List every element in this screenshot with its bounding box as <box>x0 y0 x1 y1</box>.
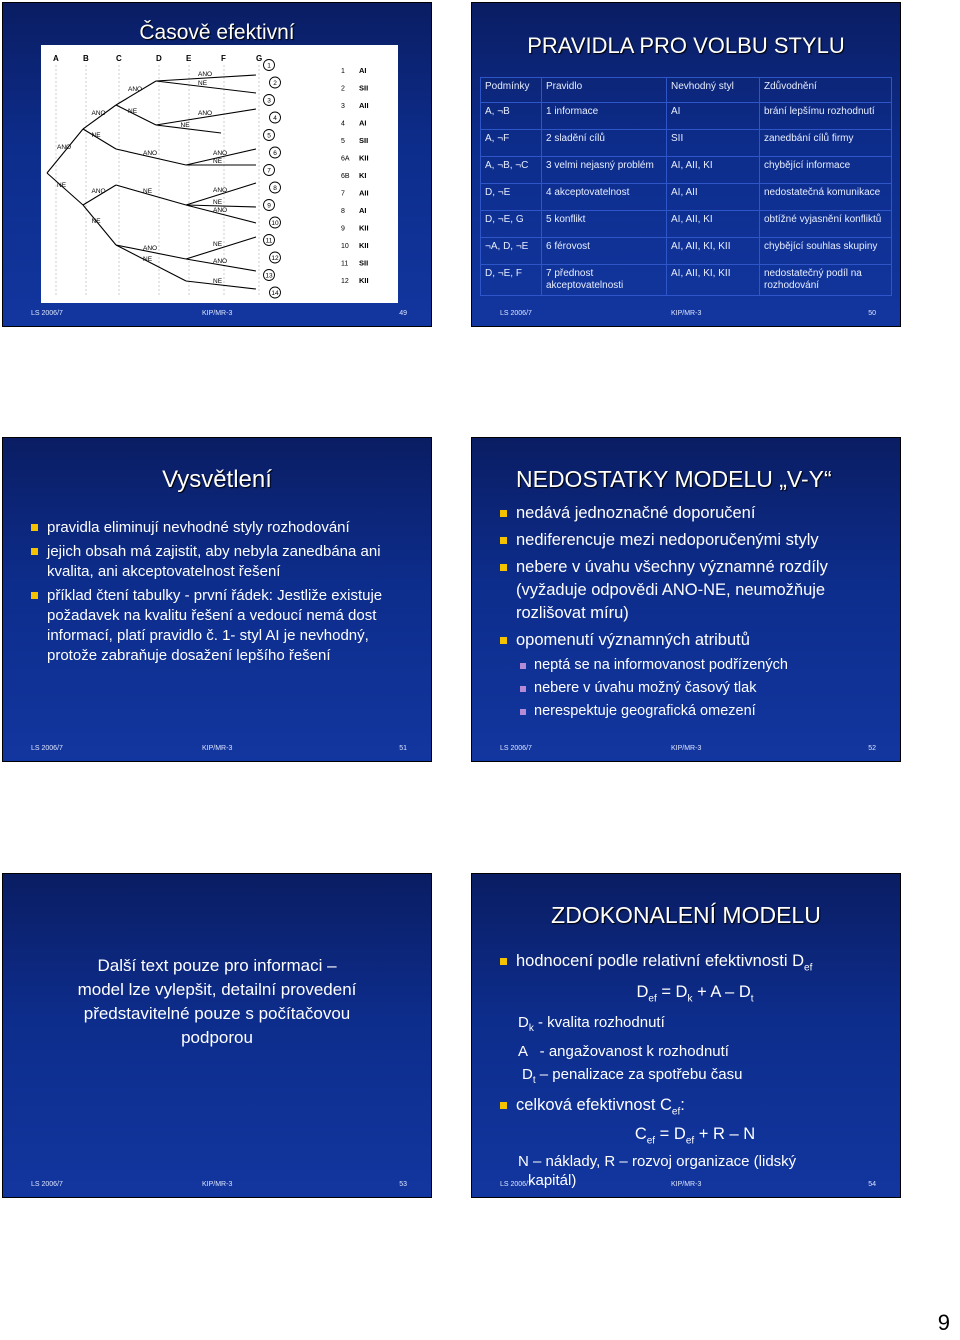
footer-course: KIP/MR-3 <box>202 745 233 752</box>
formula-part: D <box>636 983 649 1002</box>
bullet-square-icon <box>500 537 507 544</box>
list-item <box>500 950 890 979</box>
footer-slide-number: 54 <box>868 1181 876 1188</box>
outcome-number: 1 <box>341 68 345 75</box>
branch-label: ANO <box>143 245 158 252</box>
formula-total <box>500 1123 890 1152</box>
bullet-square-icon <box>500 510 507 517</box>
bullet-text: celková efektivnost C <box>516 1095 672 1114</box>
cell-unsuitable-style: AI, AII, KI, KII <box>667 238 760 265</box>
circled-number: 12 <box>271 255 279 262</box>
cell-unsuitable-style: SII <box>667 130 760 157</box>
definition-text: – penalizace za spotřebu času <box>535 1065 743 1083</box>
outcome-number: 2 <box>341 85 345 93</box>
circled-number: 3 <box>267 97 271 105</box>
cell-reason: nedostatečná komunikace <box>760 184 892 211</box>
outcome-style: AII <box>359 188 369 198</box>
branch-label: ANO <box>143 150 158 157</box>
circled-number: 4 <box>273 115 277 122</box>
info-text <box>3 954 431 1050</box>
bullet-text: příklad čtení tabulky - první řádek: Jestliže existuje požadavek na kvalitu řešení a vedoucí nemá dost informací, platí pravidlo č. 1- styl AI je nevhodný, protože zabraňuje dosažení lepšího řešení <box>47 587 383 664</box>
footer-course: KIP/MR-3 <box>671 745 702 752</box>
branch-label: ANO <box>198 110 213 117</box>
slide-footer <box>3 308 431 322</box>
slide-53 <box>2 873 432 1198</box>
tree-branch <box>47 173 83 205</box>
cell-conditions: D, ¬E <box>481 184 542 211</box>
footer-slide-number: 49 <box>399 310 407 317</box>
subscript: k <box>528 1022 534 1034</box>
branch-label: NE <box>180 122 190 129</box>
bullet-list <box>31 518 416 666</box>
branch-label: NE <box>128 108 138 115</box>
formula-part: + R – N <box>694 1124 756 1143</box>
table-body <box>481 103 892 296</box>
page-number: 9 <box>937 1310 950 1335</box>
outcome-style: KII <box>359 153 369 163</box>
definition-line <box>500 1011 890 1040</box>
outcome-number: 5 <box>341 138 345 145</box>
slide-49 <box>2 2 432 327</box>
branch-label: NE <box>213 158 223 165</box>
sub-bullet-text: nebere v úvahu možný časový tlak <box>534 680 757 696</box>
sub-bullet-square-icon <box>520 686 526 692</box>
sub-bullet-square-icon <box>520 663 526 669</box>
formula-part: = D <box>655 1124 686 1143</box>
table-row <box>481 184 892 211</box>
sub-list-item <box>500 677 890 700</box>
cell-reason: chybějící souhlas skupiny <box>760 238 892 265</box>
cell-rule: 4 akceptovatelnost <box>542 184 667 211</box>
slide-title: Vysvětlení <box>162 466 272 493</box>
bullet-square-icon <box>31 592 38 599</box>
outcome-number: 11 <box>341 260 349 268</box>
definition-text: - kvalita rozhodnutí <box>533 1013 665 1031</box>
footer-slide-number: 52 <box>868 745 876 752</box>
slide-footer <box>3 743 431 757</box>
bullet-list <box>500 950 890 1190</box>
table-row <box>481 238 892 265</box>
cell-conditions: ¬A, D, ¬E <box>481 238 542 265</box>
footer-slide-number: 51 <box>399 745 407 752</box>
subscript: ef <box>671 1105 681 1117</box>
outcome-number: 3 <box>341 103 345 110</box>
branch-label: ANO <box>91 188 106 195</box>
header-conditions: Podmínky <box>481 78 542 103</box>
bullet-list <box>500 502 890 723</box>
footer-term: LS 2006/7 <box>31 1181 63 1188</box>
outcome-number: 6B <box>341 173 350 180</box>
bullet-square-icon <box>500 637 507 644</box>
cell-reason: obtížné vyjasnění konfliktů <box>760 211 892 238</box>
slide-footer <box>472 743 900 757</box>
subscript: t <box>532 1074 536 1086</box>
branch-label: ANO <box>213 150 228 157</box>
cell-reason: zanedbání cílů firmy <box>760 130 892 157</box>
outcome-style: AII <box>359 101 369 110</box>
circled-number: 10 <box>271 220 279 227</box>
list-item <box>500 629 890 652</box>
table-row <box>481 211 892 238</box>
formula-part: + A – D <box>692 983 751 1002</box>
info-text-line: podporou <box>181 1028 253 1047</box>
header-unsuitable-style: Nevhodný styl <box>667 78 760 103</box>
branch-label: NE <box>213 199 223 206</box>
cell-reason: chybějící informace <box>760 157 892 184</box>
column-label: A <box>53 54 59 63</box>
cell-rule: 5 konflikt <box>542 211 667 238</box>
slide-footer <box>472 1179 900 1193</box>
bullet-text: pravidla eliminují nevhodné styly rozhodování <box>47 519 350 536</box>
list-item <box>31 518 416 538</box>
formula-part: = D <box>656 983 688 1002</box>
definition-line <box>500 1063 890 1092</box>
outcome-number: 12 <box>341 278 349 285</box>
list-item <box>500 529 890 552</box>
circled-number: 8 <box>273 185 277 192</box>
subscript: ef <box>804 962 813 974</box>
bullet-square-icon <box>500 564 507 571</box>
sub-bullet-square-icon <box>520 709 526 715</box>
circled-number: 6 <box>273 150 277 157</box>
circled-number: 1 <box>267 62 271 70</box>
bullet-square-icon <box>500 958 507 965</box>
subscript: k <box>687 993 693 1005</box>
branch-label: NE <box>143 188 153 195</box>
sub-bullet-text: neptá se na informovanost podřízených <box>534 657 788 673</box>
list-item <box>31 542 416 582</box>
branch-label: ANO <box>213 258 228 265</box>
outcome-number: 7 <box>341 190 345 198</box>
branch-label: ANO <box>57 144 72 151</box>
column-label: E <box>186 54 192 63</box>
branch-label: NE <box>213 278 223 285</box>
subscript: ef <box>648 993 657 1005</box>
definition-line: A - angažovanost k rozhodnutí <box>518 1042 729 1060</box>
circled-number: 2 <box>273 80 277 87</box>
tree-branch <box>83 205 116 245</box>
footer-course: KIP/MR-3 <box>671 1181 702 1188</box>
outcome-number: 10 <box>341 243 349 250</box>
cell-conditions: A, ¬B <box>481 103 542 130</box>
sub-bullet-text: nerespektuje geografická omezení <box>534 703 756 719</box>
header-rule: Pravidlo <box>542 78 667 103</box>
branch-label: ANO <box>213 207 228 214</box>
circled-number: 13 <box>265 272 273 280</box>
outcome-number: 6A <box>341 155 350 163</box>
outcome-style: AI <box>359 118 367 128</box>
outcome-style: SII <box>359 83 369 93</box>
slide-footer <box>3 1179 431 1193</box>
footer-course: KIP/MR-3 <box>202 1181 233 1188</box>
info-text-line: představitelné pouze s počítačovou <box>83 1004 351 1023</box>
formula-part: C <box>634 1124 647 1143</box>
table-header-row <box>481 78 892 103</box>
branch-label: ANO <box>198 71 213 78</box>
cell-unsuitable-style: AI, AII, KI, KII <box>667 265 760 296</box>
footer-slide-number: 53 <box>399 1181 407 1188</box>
definition-text: N – náklady, R – rozvoj organizace (lidský <box>518 1153 797 1171</box>
slide-title: NEDOSTATKY MODELU „V-Y“ <box>516 466 832 492</box>
circled-number: 9 <box>267 202 271 210</box>
formula-relative <box>500 981 890 1010</box>
branch-label: NE <box>143 256 153 263</box>
footer-term: LS 2006/7 <box>500 1181 532 1188</box>
cell-conditions: A, ¬F <box>481 130 542 157</box>
subscript: t <box>750 993 754 1005</box>
outcome-style: KII <box>359 241 369 250</box>
column-label: C <box>116 54 122 63</box>
info-text-line: model lze vylepšit, detailní provedení <box>77 980 357 999</box>
table-row <box>481 103 892 130</box>
cell-conditions: D, ¬E, G <box>481 211 542 238</box>
column-label: G <box>256 54 263 63</box>
outcome-style: AI <box>359 206 367 215</box>
branch-label: NE <box>91 218 101 225</box>
cell-conditions: D, ¬E, F <box>481 265 542 296</box>
bullet-text: hodnocení podle relativní efektivnosti D <box>516 952 805 970</box>
cell-rule: 6 férovost <box>542 238 667 265</box>
subscript: ef <box>646 1135 656 1147</box>
tree-branch <box>116 81 156 105</box>
slide-52 <box>471 437 901 762</box>
decision-tree-diagram <box>41 45 398 303</box>
cell-unsuitable-style: AI <box>667 103 760 130</box>
bullet-text: opomenutí významných atributů <box>516 631 750 649</box>
table-row <box>481 130 892 157</box>
branch-label: ANO <box>91 110 106 117</box>
bullet-square-icon <box>500 1102 507 1109</box>
outcome-style: KII <box>359 276 369 285</box>
outcome-number: 9 <box>341 225 345 233</box>
outcome-style: SII <box>359 258 369 268</box>
branch-label: NE <box>213 241 223 248</box>
sub-list-item <box>500 654 890 677</box>
cell-rule: 1 informace <box>542 103 667 130</box>
table-row <box>481 157 892 184</box>
outcome-style: AI <box>359 66 367 75</box>
list-item <box>500 1094 890 1123</box>
bullet-text: jejich obsah má zajistit, aby nebyla zanedbána ani kvalita, ani akceptovatelnost řešení <box>47 543 381 580</box>
rules-table <box>480 77 892 296</box>
footer-term: LS 2006/7 <box>31 745 63 752</box>
slide-51 <box>2 437 432 762</box>
subscript: ef <box>685 1135 695 1147</box>
footer-course: KIP/MR-3 <box>202 310 233 317</box>
circled-number: 7 <box>267 167 271 175</box>
header-reason: Zdůvodnění <box>760 78 892 103</box>
cell-rule: 7 přednost akceptovatelnosti <box>542 265 667 296</box>
definition-text: kapitál) <box>528 1172 577 1190</box>
cell-reason: nedostatečný podíl na rozhodování <box>760 265 892 296</box>
circled-number: 14 <box>271 290 279 297</box>
cell-conditions: A, ¬B, ¬C <box>481 157 542 184</box>
tree-branch <box>47 129 83 173</box>
tree-branch <box>83 105 116 129</box>
slide-title: Časově efektivní <box>139 21 295 44</box>
outcome-style: KI <box>359 171 367 180</box>
outcome-style: SII <box>359 136 369 145</box>
slide-title: ZDOKONALENÍ MODELU <box>551 902 821 928</box>
info-text-line: Další text pouze pro informaci – <box>97 956 337 975</box>
list-item <box>500 502 890 525</box>
decision-tree-svg <box>41 45 398 303</box>
cell-reason: brání lepšímu rozhodnutí <box>760 103 892 130</box>
slide-footer <box>472 308 900 322</box>
circled-number: 5 <box>267 132 271 140</box>
branch-label: NE <box>57 182 67 189</box>
slide-50 <box>471 2 901 327</box>
bullet-text: nebere v úvahu všechny významné rozdíly (vyžaduje odpovědi ANO-NE, neumožňuje rozlišovat míru) <box>516 558 828 622</box>
cell-unsuitable-style: AI, AII, KI <box>667 211 760 238</box>
outcome-number: 8 <box>341 208 345 215</box>
branch-label: NE <box>91 132 101 139</box>
bullet-text: nedává jednoznačné doporučení <box>516 504 756 522</box>
footer-term: LS 2006/7 <box>500 310 532 317</box>
table-row <box>481 265 892 296</box>
cell-rule: 3 velmi nejasný problém <box>542 157 667 184</box>
cell-unsuitable-style: AI, AII <box>667 184 760 211</box>
branch-label: ANO <box>128 86 143 93</box>
definition-symbol: D <box>522 1065 533 1083</box>
footer-course: KIP/MR-3 <box>671 310 702 317</box>
circled-number: 11 <box>265 237 273 245</box>
bullet-square-icon <box>31 524 38 531</box>
bullet-text: : <box>680 1095 685 1114</box>
slide-title: PRAVIDLA PRO VOLBU STYLU <box>527 33 845 58</box>
list-item <box>500 556 890 625</box>
cell-rule: 2 sladění cílů <box>542 130 667 157</box>
bullet-square-icon <box>31 548 38 555</box>
bullet-text: nediferencuje mezi nedoporučenými styly <box>516 531 819 549</box>
slide-54 <box>471 873 901 1198</box>
footer-slide-number: 50 <box>868 310 876 317</box>
branch-label: NE <box>198 80 208 87</box>
cell-unsuitable-style: AI, AII, KI <box>667 157 760 184</box>
column-label: F <box>221 54 226 63</box>
column-label: B <box>83 54 89 63</box>
footer-term: LS 2006/7 <box>31 310 63 317</box>
outcome-number: 4 <box>341 120 345 128</box>
column-label: D <box>156 54 162 63</box>
sub-list-item <box>500 700 890 723</box>
definition-symbol: D <box>518 1013 529 1031</box>
outcome-style: KII <box>359 223 369 233</box>
footer-term: LS 2006/7 <box>500 745 532 752</box>
list-item <box>31 586 416 666</box>
branch-label: ANO <box>213 187 228 194</box>
